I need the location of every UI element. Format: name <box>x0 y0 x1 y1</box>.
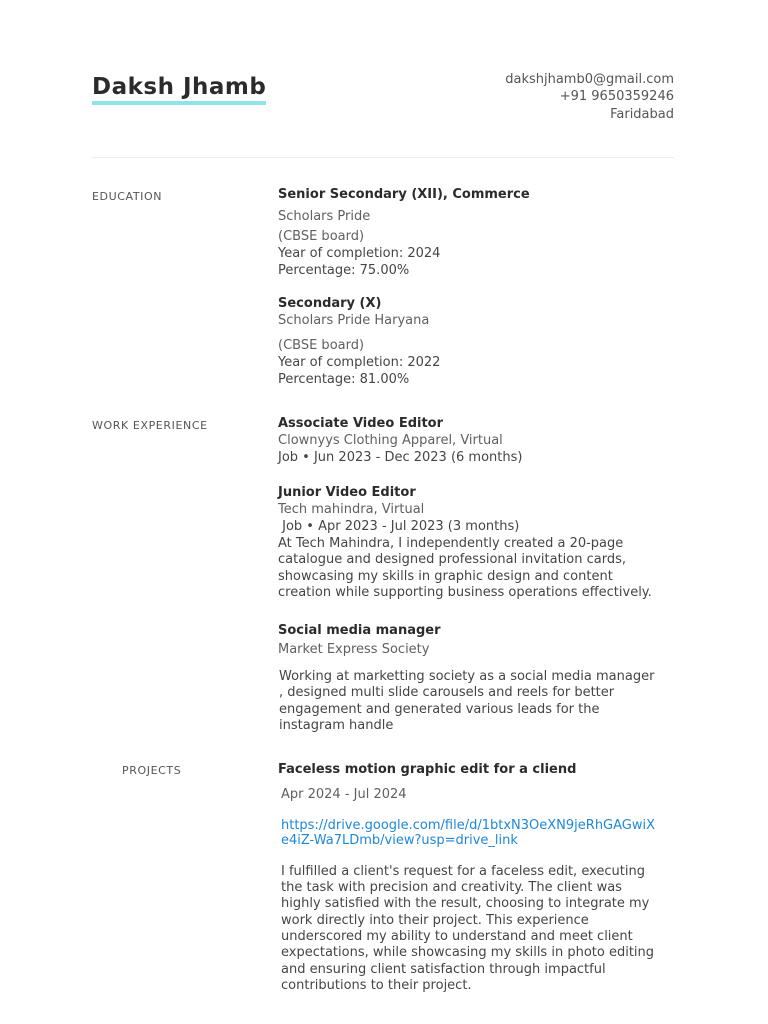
project-description-line: and ensuring client satisfaction through impactful <box>281 962 606 977</box>
education-school: Scholars Pride Haryana <box>278 313 430 328</box>
job-description-line: instagram handle <box>279 718 394 733</box>
job-title: Junior Video Editor <box>278 485 416 500</box>
job-description-line: catalogue and designed professional invitation cards, <box>278 552 627 567</box>
job-description-line: , designed multi slide carousels and reels for better <box>279 685 615 700</box>
candidate-name: Daksh Jhamb <box>92 74 266 105</box>
job-description-line: engagement and generated various leads for the <box>279 702 600 717</box>
contact-email: dakshjhamb0@gmail.com <box>505 72 674 87</box>
job-company: Clownyys Clothing Apparel, Virtual <box>278 433 503 448</box>
job-description-line: showcasing my skills in graphic design and content <box>278 569 613 584</box>
education-year: Year of completion: 2024 <box>278 246 441 261</box>
project-description-line: the task with precision and creativity. The client was <box>281 880 622 895</box>
education-year: Year of completion: 2022 <box>278 355 441 370</box>
project-dates: Apr 2024 - Jul 2024 <box>281 787 407 802</box>
section-label-education: EDUCATION <box>92 190 163 203</box>
education-title: Secondary (X) <box>278 296 382 311</box>
job-company: Market Express Society <box>278 642 430 657</box>
project-title: Faceless motion graphic edit for a cliend <box>278 762 577 777</box>
project-description-line: highly satisfied with the result, choosing to integrate my <box>281 896 650 911</box>
education-school: Scholars Pride <box>278 209 371 224</box>
project-description-line: underscored my ability to understand and meet client <box>281 929 633 944</box>
contact-city: Faridabad <box>610 107 674 122</box>
job-title: Social media manager <box>278 623 441 638</box>
project-link[interactable]: https://drive.google.com/file/d/1btxN3OeXN9jeRhGAGwiX <box>281 818 656 833</box>
contact-phone: +91 9650359246 <box>559 89 674 104</box>
section-label-projects: PROJECTS <box>122 764 182 777</box>
job-meta: Job • Apr 2023 - Jul 2023 (3 months) <box>278 519 520 534</box>
job-description-line: Working at marketting society as a social media manager <box>279 669 655 684</box>
section-label-work-experience: WORK EXPERIENCE <box>92 419 208 432</box>
project-description-line: contributions to their project. <box>281 978 472 993</box>
education-percentage: Percentage: 75.00% <box>278 263 410 278</box>
job-title: Associate Video Editor <box>278 416 444 431</box>
project-description-line: expectations, while showcasing my skills in photo editing <box>281 945 655 960</box>
education-board: (CBSE board) <box>278 338 365 353</box>
education-board: (CBSE board) <box>278 229 365 244</box>
job-company: Tech mahindra, Virtual <box>278 502 425 517</box>
job-description-line: At Tech Mahindra, I independently created a 20-page <box>278 536 624 551</box>
job-meta: Job • Jun 2023 - Dec 2023 (6 months) <box>278 450 523 465</box>
project-description-line: work directly into their project. This experience <box>281 913 589 928</box>
project-link[interactable]: e4iZ-Wa7LDmb/view?usp=drive_link <box>281 833 518 848</box>
job-description-line: creation while supporting business operations effectively. <box>278 585 652 600</box>
education-title: Senior Secondary (XII), Commerce <box>278 187 530 202</box>
project-description-line: I fulfilled a client's request for a faceless edit, executing <box>281 864 645 879</box>
header-divider <box>92 157 674 158</box>
education-percentage: Percentage: 81.00% <box>278 372 410 387</box>
